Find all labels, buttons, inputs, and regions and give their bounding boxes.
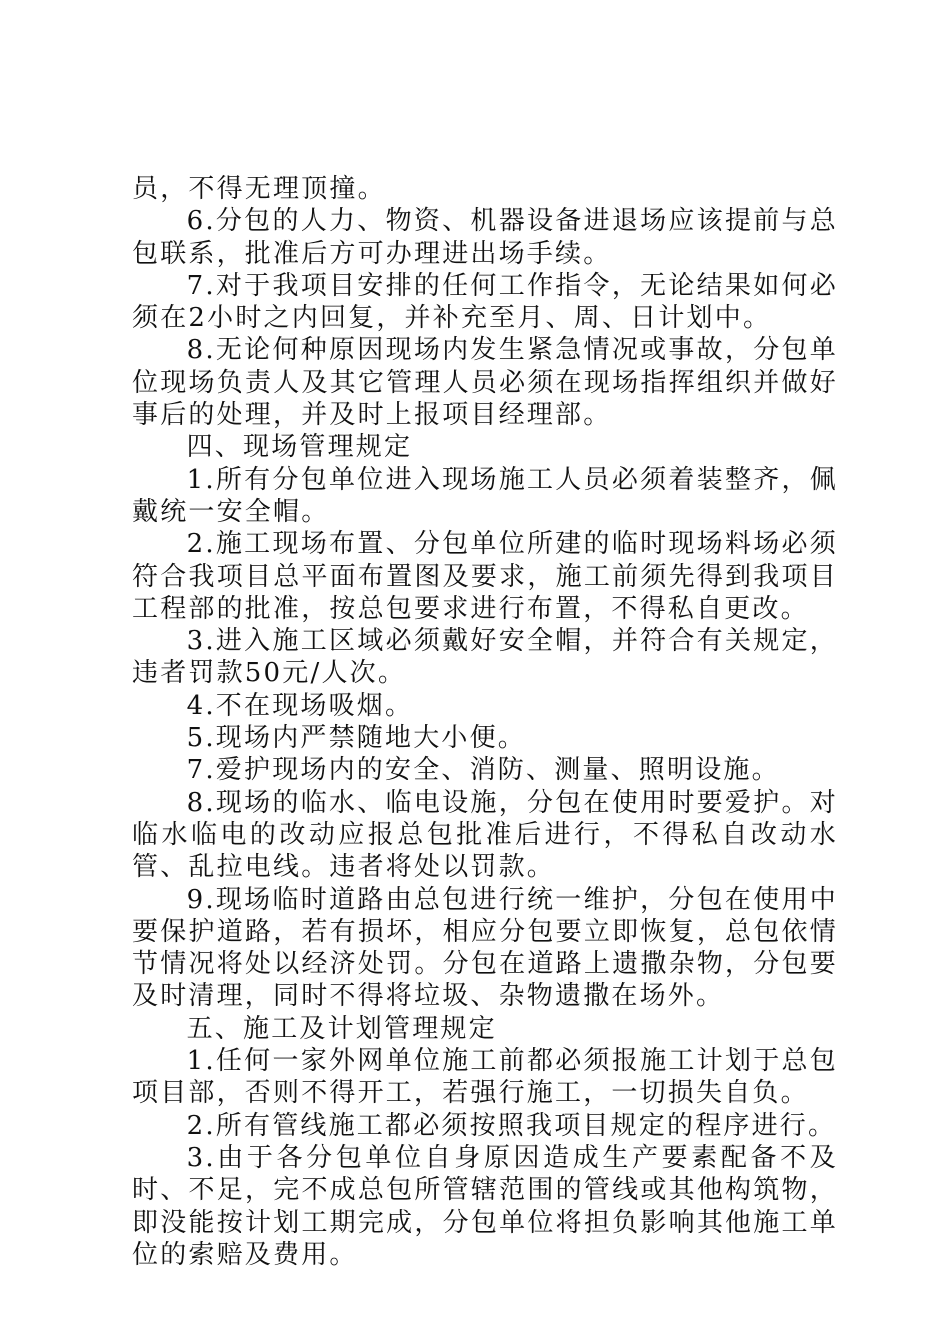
paragraph-site-item-3: 3.进入施工区域必须戴好安全帽，并符合有关规定，违者罚款50元/人次。 [132,626,838,689]
paragraph-site-item-5: 5.现场内严禁随地大小便。 [186,723,527,754]
paragraph-plan-item-1: 1.任何一家外网单位施工前都必须报施工计划于总包项目部，否则不得开工，若强行施工，一切损失自负。 [132,1046,838,1109]
paragraph-item-8-emergency: 8.无论何种原因现场内发生紧急情况或事故，分包单位现场负责人及其它管理人员必须在现场指挥组织并做好事后的处理，并及时上报项目经理部。 [132,335,838,431]
paragraph-continuation: 员，不得无理顶撞。 [132,174,386,204]
paragraph-site-item-8: 8.现场的临水、临电设施，分包在使用时要爱护。对临水临电的改动应报总包批准后进行，不得私自改动水管、乱拉电线。违者将处以罚款。 [132,787,838,883]
paragraph-site-item-1: 1.所有分包单位进入现场施工人员必须着装整齐，佩戴统一安全帽。 [132,464,838,527]
paragraph-plan-item-2: 2.所有管线施工都必须按照我项目规定的程序进行。 [186,1110,837,1141]
section-heading-site-management: 四、现场管理规定 [186,432,413,463]
paragraph-plan-item-3: 3.由于各分包单位自身原因造成生产要素配备不及时、不足，完不成总包所管辖范围的管线或其他构筑物，即没能按计划工期完成，分包单位将担负影响其他施工单位的索赔及费用。 [132,1142,838,1270]
paragraph-item-7-work-orders: 7.对于我项目安排的任何工作指令，无论结果如何必须在2小时之内回复，并补充至月、周、日计划中。 [132,270,838,334]
paragraph-site-item-9: 9.现场临时道路由总包进行统一维护，分包在使用中要保护道路，若有损坏，相应分包要立即恢复，总包依情节情况将处以经济处罚。分包在道路上遗撒杂物，分包要及时清理，同时不得将垃圾、杂物遗撒在场外。 [132,884,838,1012]
paragraph-site-item-7: 7.爱护现场内的安全、消防、测量、照明设施。 [186,755,780,786]
section-heading-construction-planning: 五、施工及计划管理规定 [186,1013,497,1044]
document-body [132,173,838,1271]
paragraph-item-6-entry-exit: 6.分包的人力、物资、机器设备进退场应该提前与总包联系，批准后方可办理进出场手续。 [132,206,838,269]
paragraph-site-item-4: 4.不在现场吸烟。 [186,690,414,721]
paragraph-site-item-2: 2.施工现场布置、分包单位所建的临时现场料场必须符合我项目总平面布置图及要求，施工前须先得到我项目工程部的批准，按总包要求进行布置，不得私自更改。 [132,529,838,624]
